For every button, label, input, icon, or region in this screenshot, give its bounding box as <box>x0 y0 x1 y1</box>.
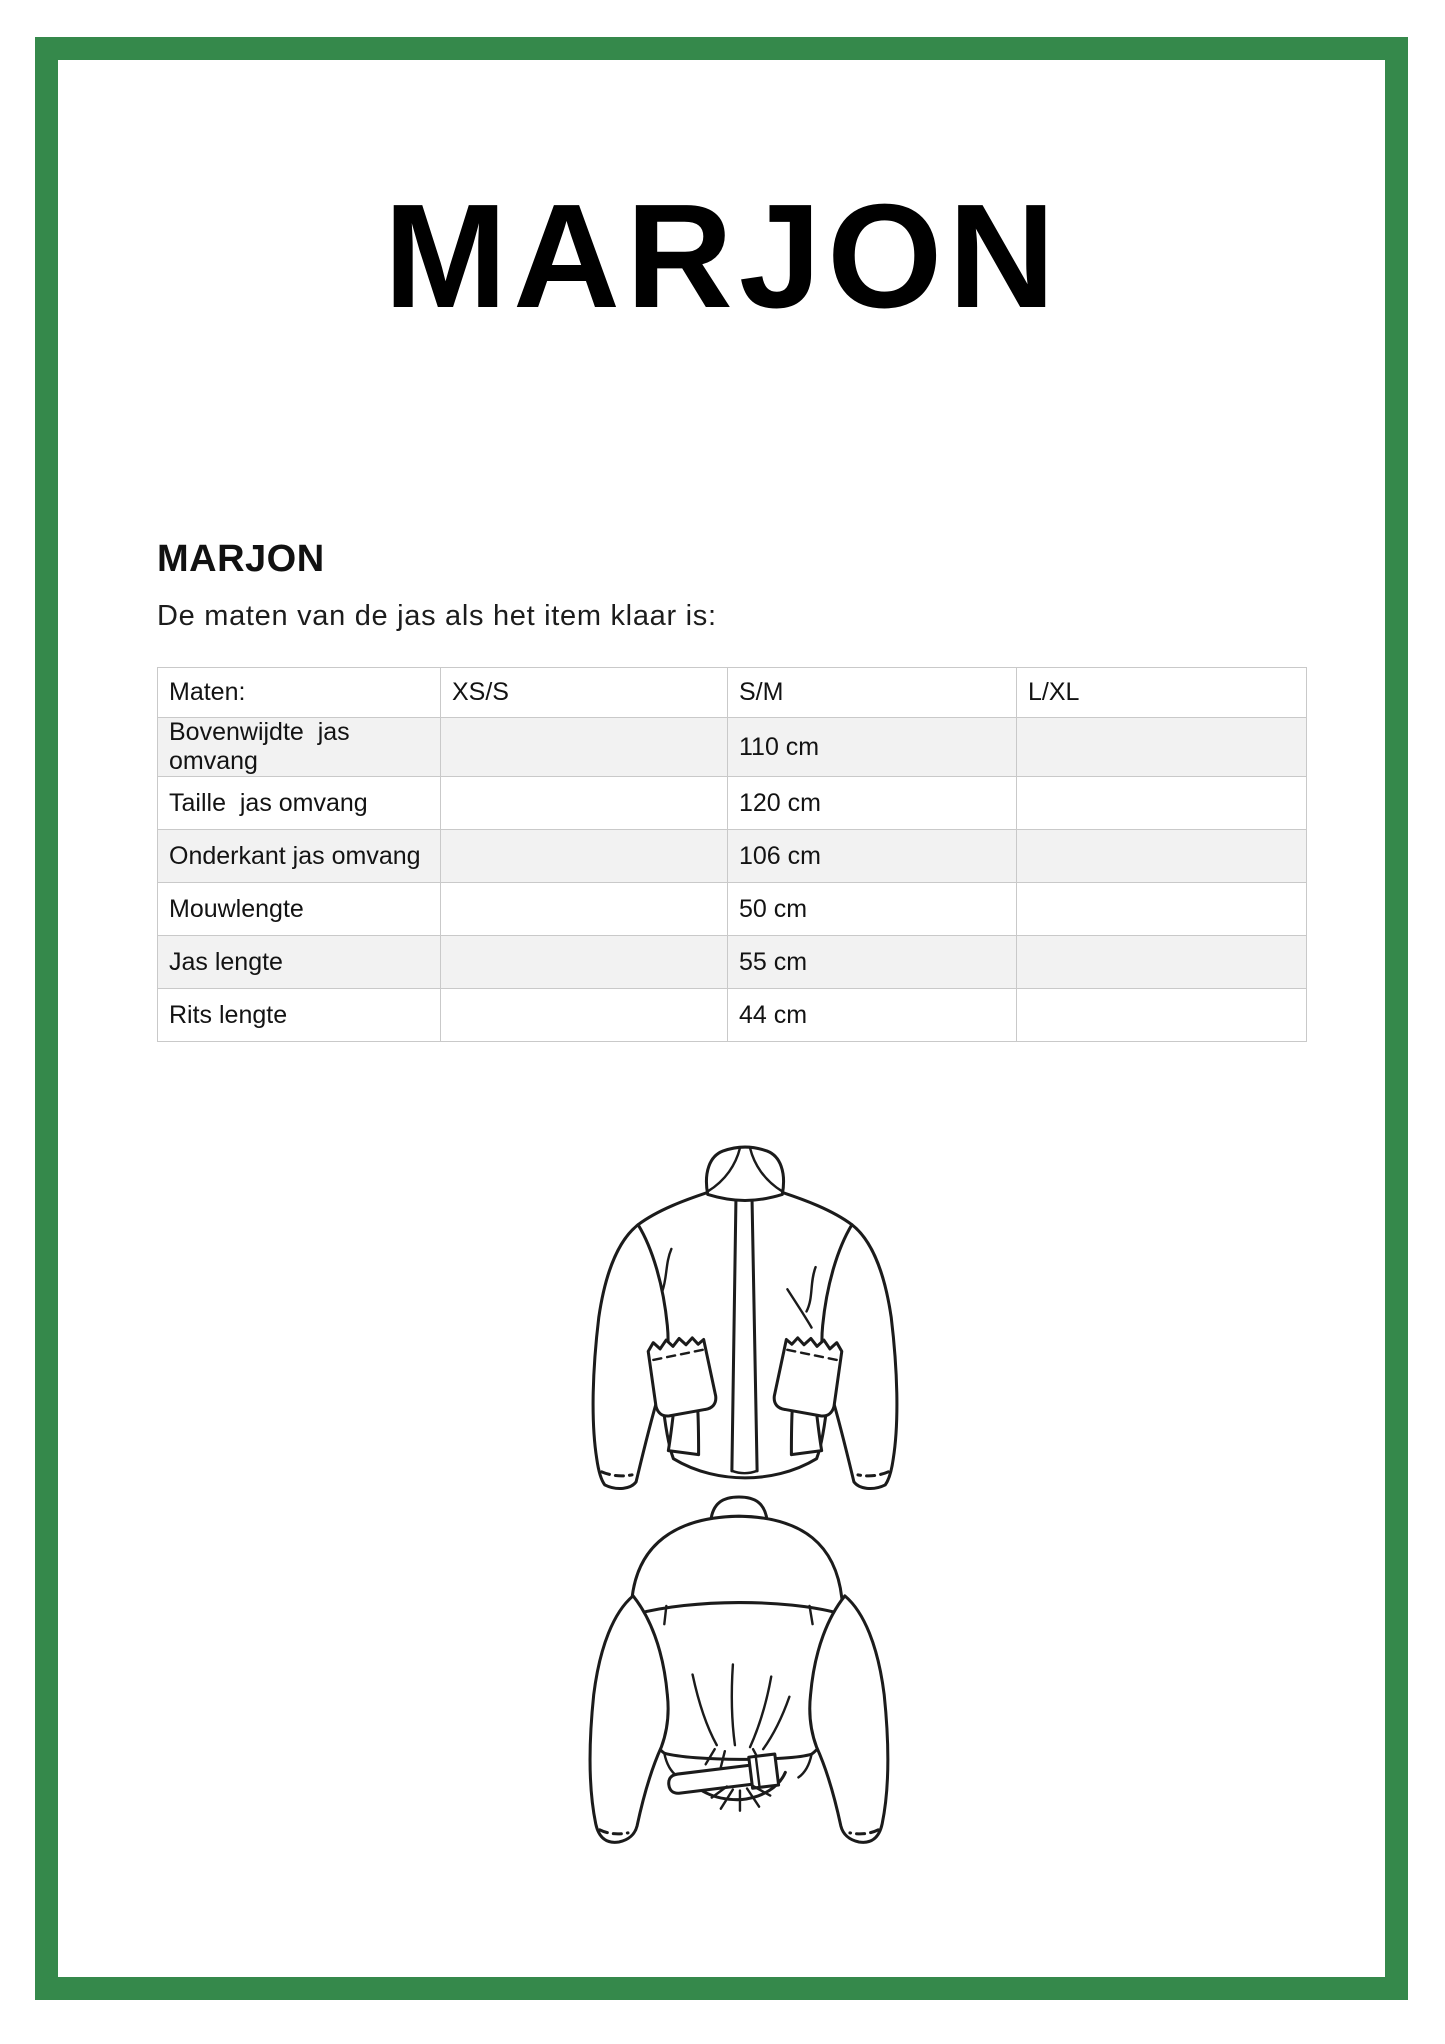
document-title: MARJON <box>383 174 1062 339</box>
cell-s-m: 120 cm <box>728 777 1017 830</box>
cell-s-m: 55 cm <box>728 936 1017 989</box>
cell-s-m: 110 cm <box>728 718 1017 777</box>
table-row <box>158 718 1307 777</box>
table-row <box>158 830 1307 883</box>
cell-s-m: 44 cm <box>728 989 1017 1042</box>
section-heading: MARJON <box>157 538 325 580</box>
row-label: Taille jas omvang <box>158 777 441 830</box>
jacket-illustration <box>573 1140 917 1846</box>
col-header-l-xl: L/XL <box>1017 668 1307 718</box>
col-header-maten: Maten: <box>158 668 441 718</box>
cell-l-xl <box>1017 989 1307 1042</box>
size-table-header-row <box>158 668 1307 718</box>
row-label: Mouwlengte <box>158 883 441 936</box>
table-row <box>158 883 1307 936</box>
row-label: Jas lengte <box>158 936 441 989</box>
cell-s-m: 50 cm <box>728 883 1017 936</box>
cell-xs-s <box>441 936 728 989</box>
cell-l-xl <box>1017 883 1307 936</box>
table-row <box>158 777 1307 830</box>
table-row <box>158 936 1307 989</box>
row-label: Bovenwijdte jas omvang <box>158 718 441 777</box>
cell-l-xl <box>1017 830 1307 883</box>
section-subtitle: De maten van de jas als het item klaar is: <box>157 600 717 632</box>
cell-xs-s <box>441 989 728 1042</box>
jacket-drawing <box>573 1140 917 1846</box>
jacket-front-drawing <box>593 1147 897 1488</box>
table-row <box>158 989 1307 1042</box>
col-header-s-m: S/M <box>728 668 1017 718</box>
cell-xs-s <box>441 883 728 936</box>
size-table <box>157 667 1307 1042</box>
cell-s-m: 106 cm <box>728 830 1017 883</box>
jacket-back-drawing <box>590 1497 888 1842</box>
cell-xs-s <box>441 830 728 883</box>
row-label: Onderkant jas omvang <box>158 830 441 883</box>
cell-l-xl <box>1017 936 1307 989</box>
cell-xs-s <box>441 718 728 777</box>
cell-l-xl <box>1017 718 1307 777</box>
row-label: Rits lengte <box>158 989 441 1042</box>
cell-l-xl <box>1017 777 1307 830</box>
col-header-xs-s: XS/S <box>441 668 728 718</box>
cell-xs-s <box>441 777 728 830</box>
